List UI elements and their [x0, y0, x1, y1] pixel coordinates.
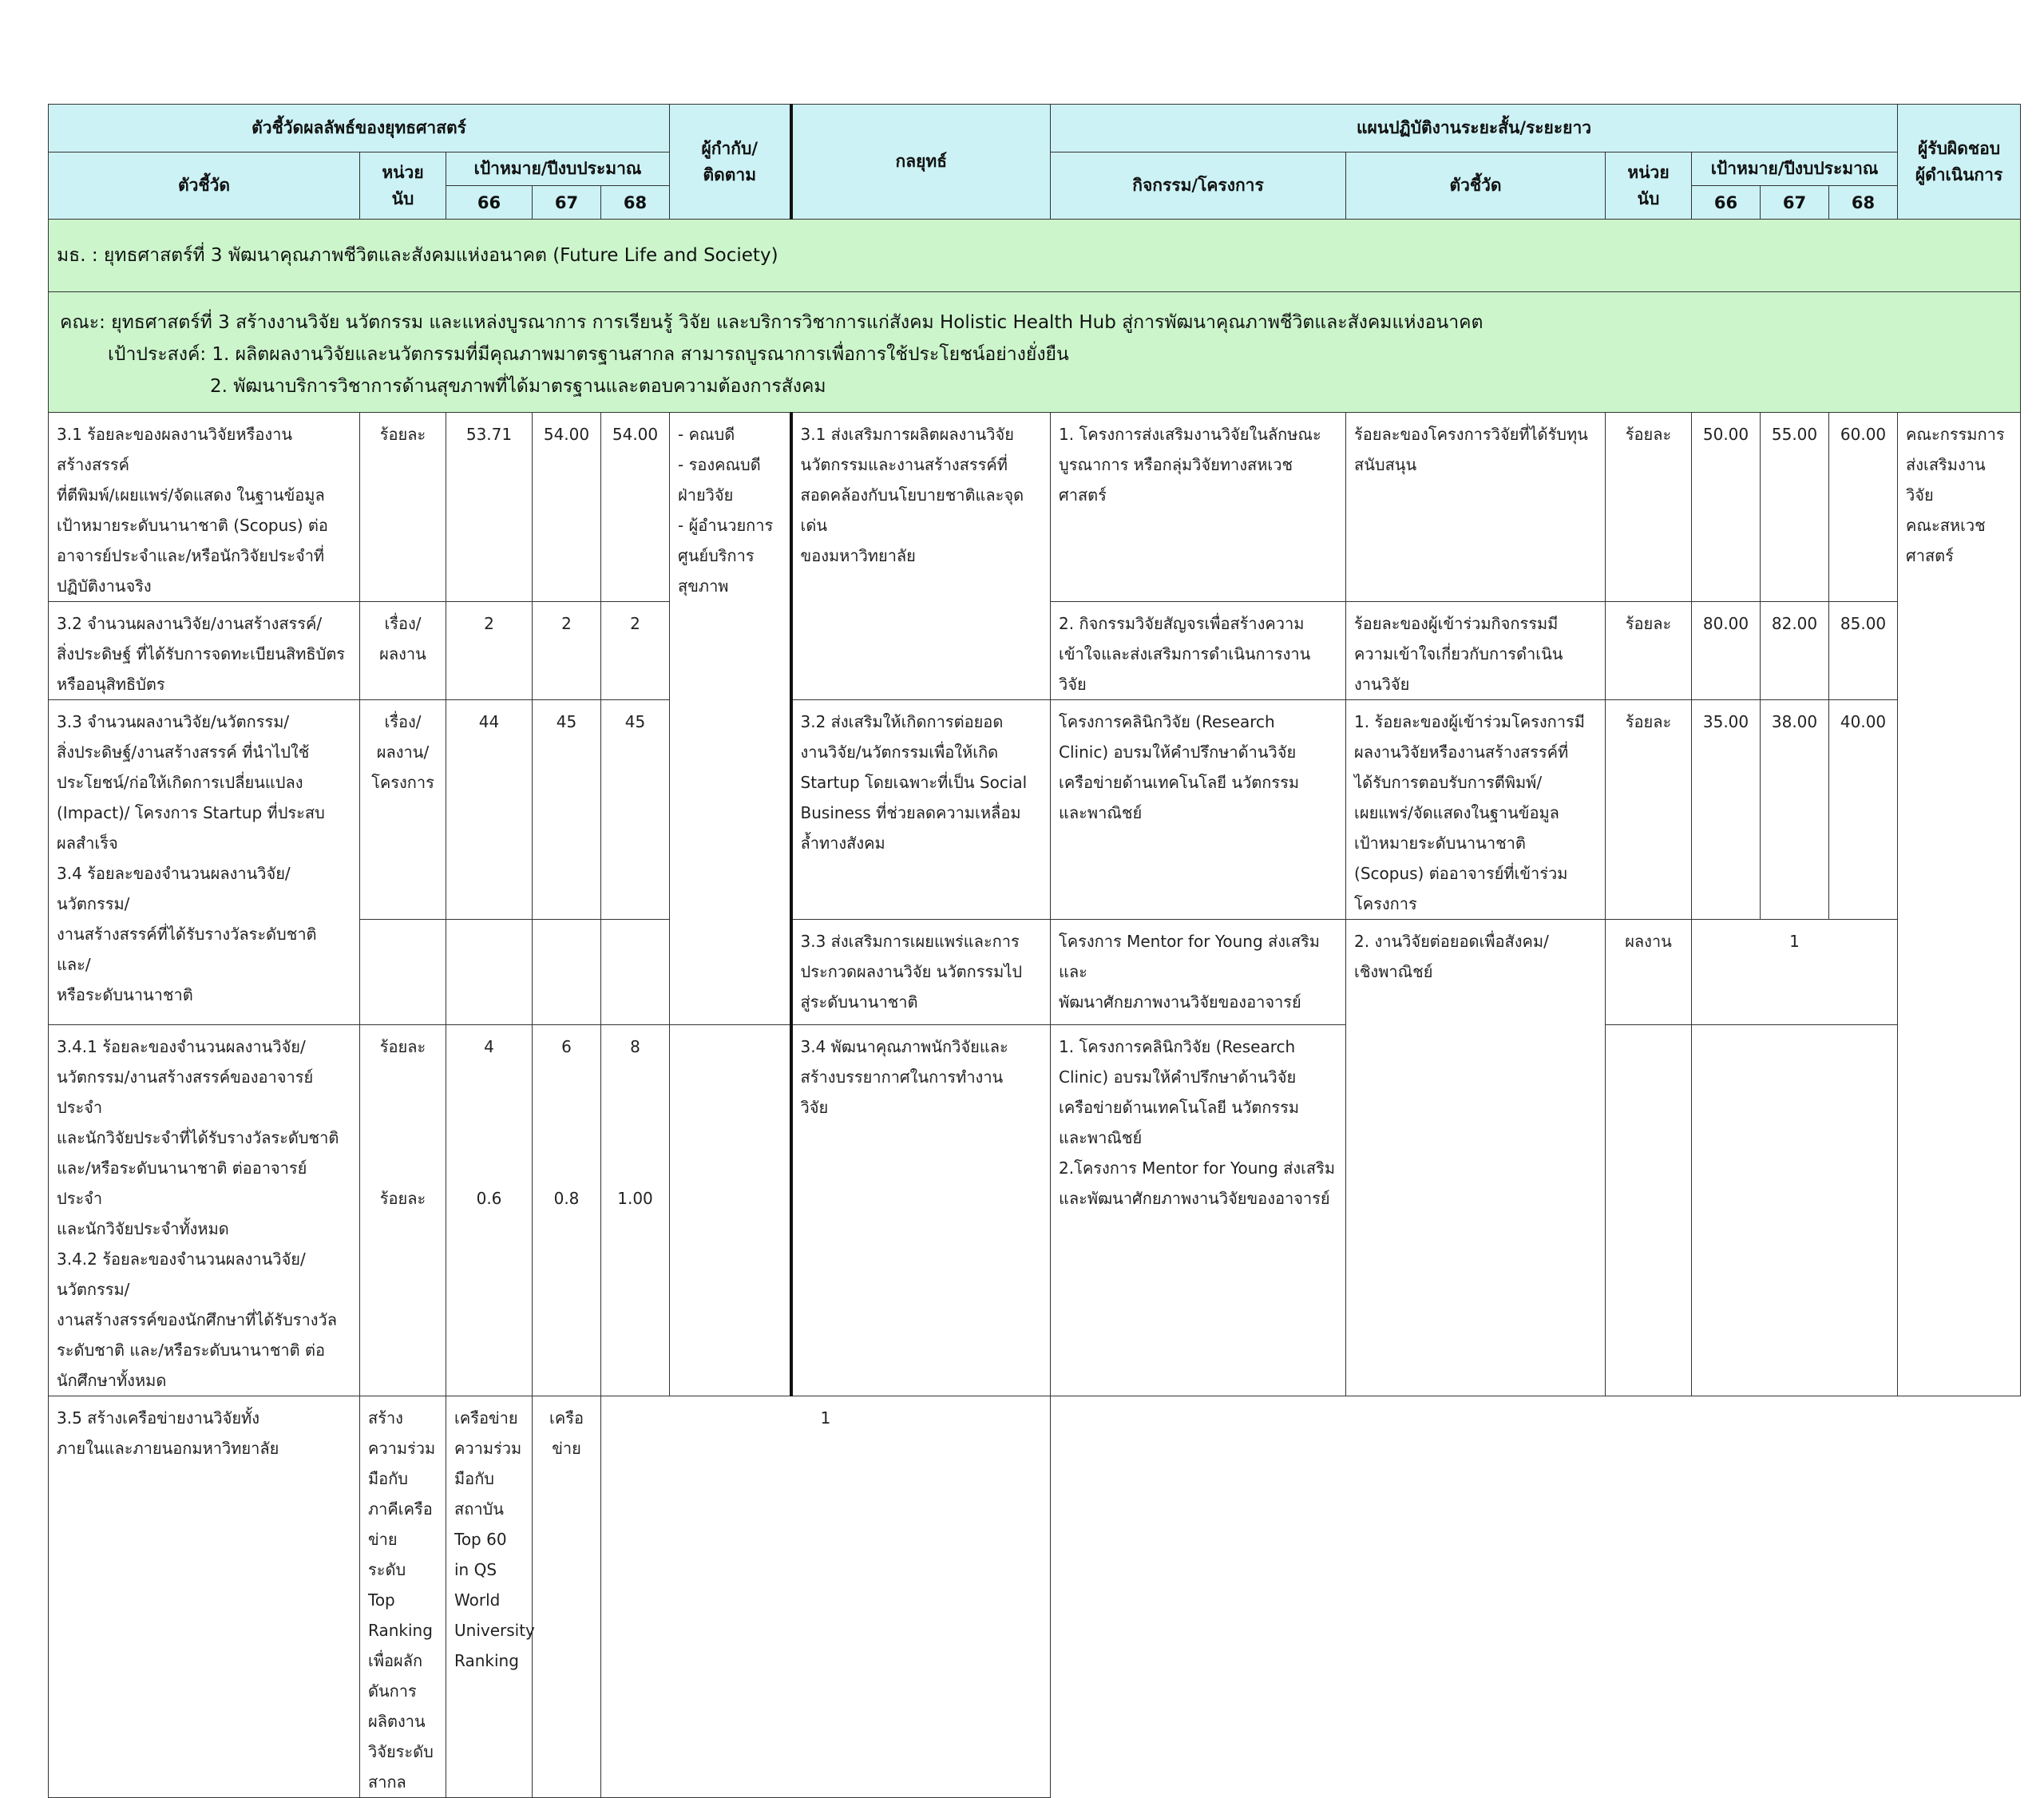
target-3-4-2-68: 1.00	[617, 1189, 653, 1208]
target-3-4-1-66: 4	[484, 1037, 494, 1056]
indicator-3-3-3-4	[49, 700, 360, 1025]
target-3-4-2-66: 0.6	[476, 1189, 502, 1208]
supervisor-list: - คณบดี - รองคณบดี ฝ่ายวิจัย - ผู้อำนวยการ ศูนย์บริการ สุขภาพ	[670, 413, 791, 1025]
target-3-3-4-spacer-66	[446, 920, 533, 1025]
faculty-strategy-text: คณะ: ยุทธศาสตร์ที่ 3 สร้างงานวิจัย นวัตกรรม และแหล่งบูรณาการ การเรียนรู้ วิจัย และบริการวิชาการแก่สังคม Holistic Health Hub สู่การพัฒนาคุณภาพชีวิตและสังคมแห่งอนาคต	[60, 312, 1483, 333]
target-3-4-gap-66	[454, 1062, 524, 1183]
target-r-3-5: 1	[601, 1396, 1051, 1798]
header-indicator: ตัวชี้วัด	[49, 152, 360, 220]
unit-3-3: เรื่อง/ ผลงาน/ โครงการ	[360, 700, 446, 920]
target-3-4-1-68: 8	[630, 1037, 640, 1056]
header-year-68: 68	[601, 186, 670, 220]
header-responsible	[1898, 105, 2021, 220]
header-year-68-right: 68	[1829, 186, 1898, 220]
indicator-3-2: 3.2 จำนวนผลงานวิจัย/งานสร้างสรรค์/ สิ่งประดิษฐ์ ที่ได้รับการจดทะเบียนสิทธิบัตร หรืออนุสิทธิบัตร	[49, 602, 360, 700]
activity-3-2: โครงการคลินิกวิจัย (Research Clinic) อบรมให้คำปรึกษาด้านวิจัย เครือข่ายด้านเทคโนโลยี นวัตกรรม และพาณิชย์	[1051, 700, 1346, 920]
target-3-4-gap-67	[541, 1062, 592, 1183]
target-r-3-1-1-67: 55.00	[1761, 413, 1829, 602]
strategy-table	[48, 104, 2021, 1798]
header-target: เป้าหมาย/ปีงบประมาณ	[446, 152, 670, 186]
target-r-3-1-2-68: 85.00	[1829, 602, 1898, 700]
header-supervisor	[670, 105, 791, 220]
kpi-3-5: เครือข่ายความร่วมมือกับสถาบัน Top 60 in QS World University Ranking	[446, 1396, 533, 1798]
header-year-67: 67	[533, 186, 601, 220]
unit-3-4-gap	[368, 1062, 438, 1183]
university-strategy-text: มธ. : ยุทธศาสตร์ที่ 3 พัฒนาคุณภาพชีวิตและสังคมแห่งอนาคต (Future Life and Society)	[57, 245, 778, 266]
target-3-3-66: 44	[446, 700, 533, 920]
target-3-2-68: 2	[601, 602, 670, 700]
header-unit-text: หน่วย นับ	[382, 162, 424, 208]
activity-3-1-1: 1. โครงการส่งเสริมงานวิจัยในลักษณะ บูรณาการ หรือกลุ่มวิจัยทางสหเวช ศาสตร์	[1051, 413, 1346, 602]
unit-3-3-4-spacer	[360, 920, 446, 1025]
target-3-4-2-67: 0.8	[553, 1189, 580, 1208]
header-unit-2	[1606, 152, 1692, 220]
target-r-3-4	[1692, 1025, 1898, 1396]
kpi-3-1-2: ร้อยละของผู้เข้าร่วมกิจกรรมมี ความเข้าใจเกี่ยวกับการดำเนิน งานวิจัย	[1346, 602, 1606, 700]
target-3-3-4-spacer-67	[533, 920, 601, 1025]
target-r-3-2-67: 38.00	[1761, 700, 1829, 920]
activity-3-1-2: 2. กิจกรรมวิจัยสัญจรเพื่อสร้างความ เข้าใจและส่งเสริมการดำเนินการงานวิจัย	[1051, 602, 1346, 700]
indicator-3-4: 3.4 ร้อยละของจำนวนผลงานวิจัย/นวัตกรรม/ งานสร้างสรรค์ที่ได้รับรางวัลระดับชาติ และ/ หรือระดับนานาชาติ	[57, 864, 317, 1004]
unit-3-4-1: ร้อยละ	[379, 1037, 426, 1056]
indicator-3-4-2: 3.4.2 ร้อยละของจำนวนผลงานวิจัย/นวัตกรรม/ งานสร้างสรรค์ของนักศึกษาที่ได้รับรางวัล ระดับชาติ และ/หรือระดับนานาชาติ ต่อ นักศึกษาทั้งหมด	[57, 1249, 338, 1390]
strategy-3-5: 3.5 สร้างเครือข่ายงานวิจัยทั้ง ภายในและภายนอกมหาวิทยาลัย	[49, 1396, 360, 1798]
target-r-3-3: 1	[1692, 920, 1898, 1025]
header-activity: กิจกรรม/โครงการ	[1051, 152, 1346, 220]
header-unit-2-text: หน่วย นับ	[1627, 162, 1670, 208]
header-indicator-2: ตัวชี้วัด	[1346, 152, 1606, 220]
header-supervisor-text: ผู้กำกับ/ ติดตาม	[701, 138, 759, 184]
header-target-2: เป้าหมาย/ปีงบประมาณ	[1692, 152, 1898, 186]
unit-3-2: เรื่อง/ ผลงาน	[360, 602, 446, 700]
kpi-3-2: 1. ร้อยละของผู้เข้าร่วมโครงการมี ผลงานวิจัยหรืองานสร้างสรรค์ที่ ได้รับการตอบรับการตีพิมพ์/ เผยแพร่/จัดแสดงในฐานข้อมูล เป้าหมายระดับนานาชาติ (Scopus) ต่ออาจารย์ที่เข้าร่วม โครงการ	[1346, 700, 1606, 920]
target-3-2-66: 2	[446, 602, 533, 700]
unit-r-3-1-1: ร้อยละ	[1606, 413, 1692, 602]
indicator-3-1: 3.1 ร้อยละของผลงานวิจัยหรืองานสร้างสรรค์ ที่ตีพิมพ์/เผยแพร่/จัดแสดง ในฐานข้อมูล เป้าหมายระดับนานาชาติ (Scopus) ต่อ อาจารย์ประจำและ/หรือนักวิจัยประจำที่ ปฏิบัติงานจริง	[49, 413, 360, 602]
target-3-1-68: 54.00	[601, 413, 670, 602]
unit-r-3-2: ร้อยละ	[1606, 700, 1692, 920]
activity-3-5: สร้างความร่วมมือกับภาคีเครือข่าย ระดับ Top Ranking เพื่อผลักดันการ ผลิตงานวิจัยระดับสากล	[360, 1396, 446, 1798]
strategy-3-1: 3.1 ส่งเสริมการผลิตผลงานวิจัย นวัตกรรมและงานสร้างสรรค์ที่ สอดคล้องกับนโยบายชาติและจุดเด่น ของมหาวิทยาลัย	[791, 413, 1051, 700]
header-plan-group: แผนปฏิบัติงานระยะสั้น/ระยะยาว	[1051, 105, 1898, 152]
target-3-4-67	[533, 1025, 601, 1396]
target-3-3-4-spacer-68	[601, 920, 670, 1025]
header-year-67-right: 67	[1761, 186, 1829, 220]
header-year-66: 66	[446, 186, 533, 220]
header-strategy: กลยุทธ์	[791, 105, 1051, 220]
target-r-3-1-1-68: 60.00	[1829, 413, 1898, 602]
objective-2-text: 2. พัฒนาบริการวิชาการด้านสุขภาพที่ได้มาตรฐานและตอบความต้องการสังคม	[210, 376, 826, 397]
target-3-4-66	[446, 1025, 533, 1396]
kpi-3-1-1: ร้อยละของโครงการวิจัยที่ได้รับทุน สนับสนุน	[1346, 413, 1606, 602]
header-unit	[360, 152, 446, 220]
activity-3-3: โครงการ Mentor for Young ส่งเสริมและ พัฒนาศักยภาพงานวิจัยของอาจารย์	[1051, 920, 1346, 1025]
indicator-3-4-sub	[49, 1025, 360, 1396]
indicator-3-3: 3.3 จำนวนผลงานวิจัย/นวัตกรรม/ สิ่งประดิษฐ์/งานสร้างสรรค์ ที่นำไปใช้ ประโยชน์/ก่อให้เกิดการเปลี่ยนแปลง (Impact)/ โครงการ Startup ที่ประสบ ผลสำเร็จ	[57, 712, 325, 853]
unit-r-3-5: เครือข่าย	[533, 1396, 601, 1798]
target-3-2-67: 2	[533, 602, 601, 700]
unit-3-4	[360, 1025, 446, 1396]
target-3-1-67: 54.00	[533, 413, 601, 602]
target-r-3-2-68: 40.00	[1829, 700, 1898, 920]
header-year-66-right: 66	[1692, 186, 1761, 220]
unit-3-4-2: ร้อยละ	[379, 1189, 426, 1208]
strategy-3-4: 3.4 พัฒนาคุณภาพนักวิจัยและ สร้างบรรยากาศในการทำงาน วิจัย	[791, 1025, 1051, 1396]
target-3-3-67: 45	[533, 700, 601, 920]
target-r-3-1-2-66: 80.00	[1692, 602, 1761, 700]
target-r-3-1-1-66: 50.00	[1692, 413, 1761, 602]
target-3-1-66: 53.71	[446, 413, 533, 602]
objective-1-text: เป้าประสงค์: 1. ผลิตผลงานวิจัยและนวัตกรรมที่มีคุณภาพมาตรฐานสากล สามารถบูรณาการเพื่อการใช้ประโยชน์อย่างยั่งยืน	[108, 344, 1069, 365]
target-3-4-gap-68	[609, 1062, 661, 1183]
strategy-plan-document	[48, 104, 2020, 1798]
header-responsible-text: ผู้รับผิดชอบ ผู้ดำเนินการ	[1915, 138, 2003, 184]
unit-r-3-1-2: ร้อยละ	[1606, 602, 1692, 700]
unit-r-3-4	[1606, 1025, 1692, 1396]
supervisor-continued	[670, 1025, 791, 1396]
faculty-strategy-band	[49, 292, 2021, 413]
target-r-3-1-2-67: 82.00	[1761, 602, 1829, 700]
unit-3-1: ร้อยละ	[360, 413, 446, 602]
header-outcome-group: ตัวชี้วัดผลลัพธ์ของยุทธศาสตร์	[49, 105, 670, 152]
strategy-3-3: 3.3 ส่งเสริมการเผยแพร่และการ ประกวดผลงานวิจัย นวัตกรรมไป สู่ระดับนานาชาติ	[791, 920, 1051, 1025]
strategy-3-2: 3.2 ส่งเสริมให้เกิดการต่อยอด งานวิจัย/นวัตกรรมเพื่อให้เกิด Startup โดยเฉพาะที่เป็น Social Business ที่ช่วยลดความเหลื่อม ล้ำทางสังคม	[791, 700, 1051, 920]
kpi-3-3: 2. งานวิจัยต่อยอดเพื่อสังคม/ เชิงพาณิชย์	[1346, 920, 1606, 1396]
target-3-4-1-67: 6	[561, 1037, 572, 1056]
university-strategy-band	[49, 220, 2021, 292]
target-3-4-68	[601, 1025, 670, 1396]
target-r-3-2-66: 35.00	[1692, 700, 1761, 920]
unit-r-3-3: ผลงาน	[1606, 920, 1692, 1025]
responsible-committee: คณะกรรมการ ส่งเสริมงานวิจัย คณะสหเวช ศาสตร์	[1898, 413, 2021, 1396]
target-3-3-68: 45	[601, 700, 670, 920]
activity-3-4: 1. โครงการคลินิกวิจัย (Research Clinic) อบรมให้คำปรึกษาด้านวิจัย เครือข่ายด้านเทคโนโลยี นวัตกรรม และพาณิชย์ 2.โครงการ Mentor for Young ส่งเสริม และพัฒนาศักยภาพงานวิจัยของอาจารย์	[1051, 1025, 1346, 1396]
indicator-3-4-1: 3.4.1 ร้อยละของจำนวนผลงานวิจัย/ นวัตกรรม/งานสร้างสรรค์ของอาจารย์ประจำ และนักวิจัยประจำที่ได้รับรางวัลระดับชาติ และ/หรือระดับนานาชาติ ต่ออาจารย์ประจำ และนักวิจัยประจำทั้งหมด	[57, 1037, 339, 1238]
